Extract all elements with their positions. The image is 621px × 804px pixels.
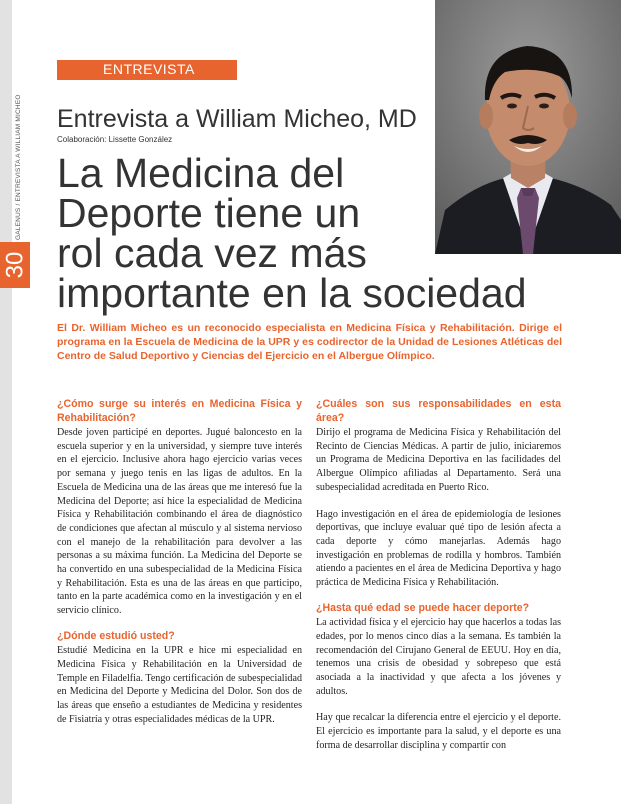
question-heading: ¿Hasta qué edad se puede hacer deporte?: [316, 601, 530, 614]
answer-paragraph: Estudié Medicina en la UPR e hice mi especialidad en Medicina Física y Rehabilitación en la Universidad de Temple en Filadelfia. Tengo certificación de subespecialidad en Medicina del Deporte y Medicina del Dolor. Son dos de las áreas que enseño a estudiantes de Medicina y residentes de Fisiatría y otras especialidades médicas de la UPR.: [57, 645, 302, 725]
question-heading: ¿Dónde estudió usted?: [57, 629, 175, 642]
section-tag: [57, 60, 237, 80]
page-number: 30: [0, 251, 28, 279]
answer-paragraph: La actividad física y el ejercicio hay que hacerlos a todas las edades, por lo menos cinco días a la semana. Es también la recomendación del Cirujano General de EEUU. Hoy en día, tenemos una crisis de obesidad y sobrepeso que está asociada a la inactividad y que afecta a los jóvenes y adultos.: [316, 617, 561, 697]
headline-line: importante en la sociedad: [57, 270, 527, 316]
page-number-box: [0, 242, 30, 288]
question-heading: ¿Cuáles son sus responsabilidades en esta área?: [316, 398, 561, 424]
intro-paragraph: El Dr. William Micheo es un reconocido especialista en Medicina Física y Rehabilitación. Dirige el programa en la Escuela de Medicina de la UPR y es codirector de la Unidad de Lesiones Atléticas del Centro de Salud Deportivo y Ciencias del Ejercicio en el Albergue Olímpico.: [57, 322, 562, 362]
answer-paragraph: Dirijo el programa de Medicina Física y Rehabilitación del Recinto de Ciencias Médicas. A partir de julio, iniciaremos un Programa de Medicina Deportiva en las facilidades del Albergue Olímpico afiliadas al Departamento. Será una subespecialidad acreditada en Puerto Rico.: [316, 427, 561, 493]
right-column: [316, 398, 561, 753]
headline-line: La Medicina del: [57, 150, 345, 196]
headline-line: rol cada vez más: [57, 230, 367, 276]
question-heading: ¿Cómo surge su interés en Medicina Física y Rehabilitación?: [57, 398, 302, 424]
interview-title: Entrevista a William Micheo, MD: [57, 105, 417, 133]
answer-paragraph: Hago investigación en el área de epidemiología de lesiones deportivas, que incluye evaluar qué tipo de lesión afecta a cada deporte y cómo manejarlas. Además hago investigación en problemas de rodilla y hombros. También atiendo a pacientes en el área de Medicina Deportiva y hago práctica de Medicina Física y Rehabilitación.: [316, 508, 561, 589]
answer-paragraph: Desde joven participé en deportes. Jugué baloncesto en la escuela superior y en la universidad, y siempre tuve interés en el ejercicio. Inclusive ahora hago ejercicio varias veces por semana y juego tenis en las ligas de adultos. En la Escuela de Medicina una de las áreas que me interesó fue la Medicina del Deporte; así hice la especialidad de Medicina Física y Rehabilitación combinando el área de diagnóstico de condiciones que afectan al músculo y al sistema nervioso con el manejo de la rehabilitación para devolver a las personas a su máxima función. La Medicina del Deporte se ha convertido en una subespecialidad de la Medicina Física y Rehabilitación. Esta es una de las áreas en que participo, tanto en la parte académica como en la investigación y en el servicio clínico.: [57, 427, 302, 617]
headline: [57, 150, 527, 316]
left-margin-bar: [0, 0, 12, 804]
answer-paragraph: Hay que recalcar la diferencia entre el ejercicio y el deporte. El ejercicio es importante para la salud, y el deporte es una forma de desarrollar disciplina y compartir con: [316, 712, 561, 751]
headline-line: Deporte tiene un: [57, 190, 361, 236]
running-head: GALENUS / ENTREVISTA A WILLIAM MICHEO: [15, 94, 22, 240]
section-tag-label: ENTREVISTA: [103, 61, 195, 77]
credit-line: Colaboración: Lissette González: [57, 135, 173, 144]
left-column: [57, 398, 302, 727]
